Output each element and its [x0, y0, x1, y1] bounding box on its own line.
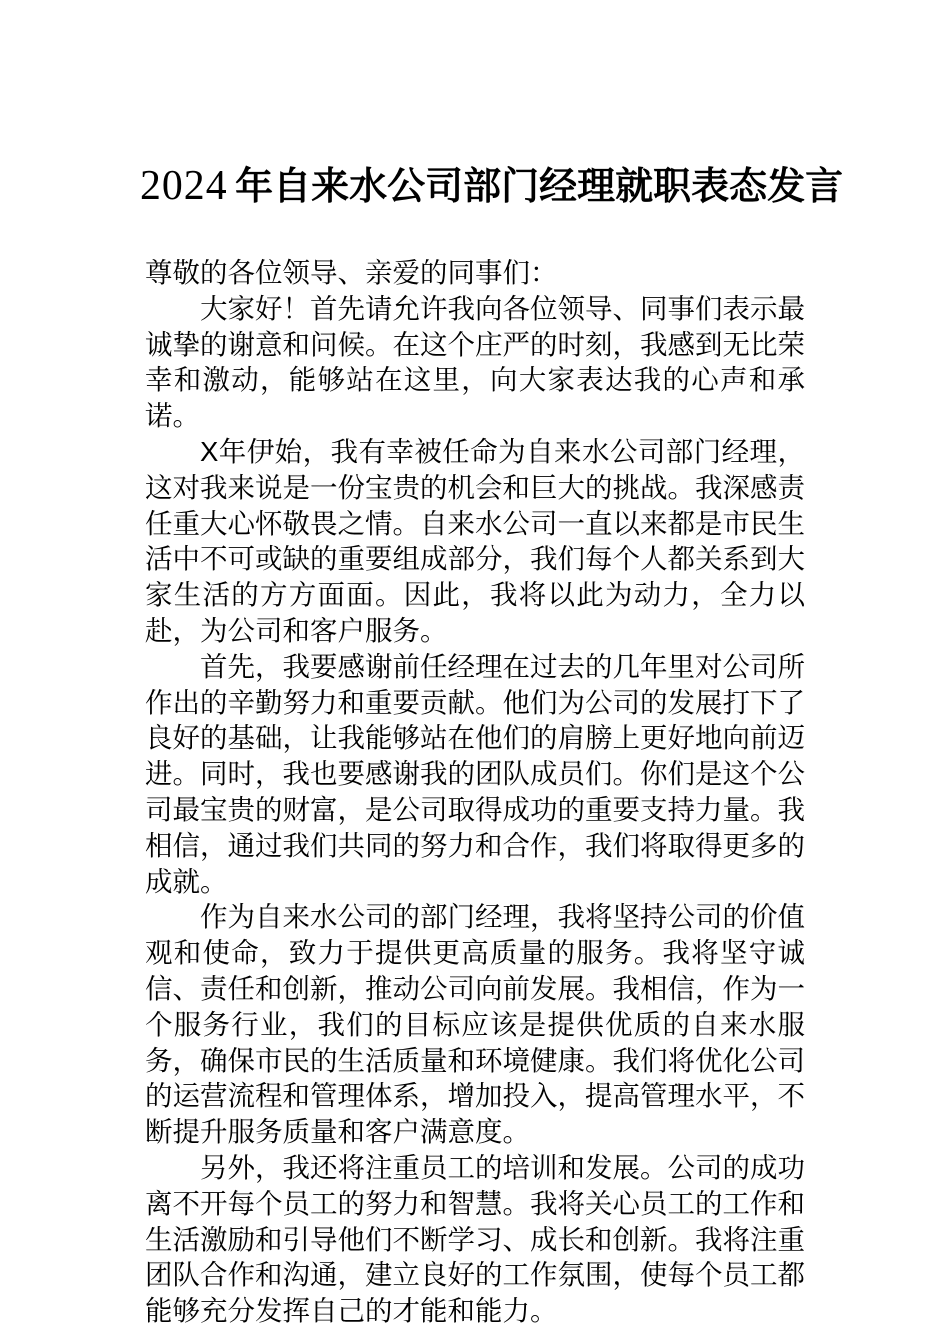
paragraph: X年伊始，我有幸被任命为自来水公司部门经理，这对我来说是一份宝贵的机会和巨大的挑战。我深感责任重大心怀敬畏之情。自来水公司一直以来都是市民生活中不可或缺的重要组成部分，我们每个人都关系到大家生活的方方面面。因此，我将以此为动力，全力以赴，为公司和客户服务。: [145, 435, 805, 646]
document-body: [145, 255, 805, 1329]
paragraph: 作为自来水公司的部门经理，我将坚持公司的价值观和使命，致力于提供更高质量的服务。我将坚守诚信、责任和创新，推动公司向前发展。我相信，作为一个服务行业，我们的目标应该是提供优质的自来水服务，确保市民的生活质量和环境健康。我们将优化公司的运营流程和管理体系，增加投入，提高管理水平，不断提升服务质量和客户满意度。: [145, 901, 805, 1148]
title-text: 年自来水公司部门经理就职表态发言: [235, 166, 844, 208]
paragraph: 大家好！首先请允许我向各位领导、同事们表示最诚挚的谢意和问候。在这个庄严的时刻，我感到无比荣幸和激动，能够站在这里，向大家表达我的心声和承诺。: [145, 292, 805, 432]
paragraph: 另外，我还将注重员工的培训和发展。公司的成功离不开每个员工的努力和智慧。我将关心员工的工作和生活激励和引导他们不断学习、成长和创新。我将注重团队合作和沟通，建立良好的工作氛围，使每个员工都能够充分发挥自己的才能和能力。: [145, 1151, 805, 1327]
salutation: 尊敬的各位领导、亲爱的同事们：: [145, 257, 558, 288]
paragraph: 首先，我要感谢前任经理在过去的几年里对公司所作出的辛勤努力和重要贡献。他们为公司的发展打下了良好的基础，让我能够站在他们的肩膀上更好地向前迈进。同时，我也要感谢我的团队成员们。你们是这个公司最宝贵的财富，是公司取得成功的重要支持力量。我相信，通过我们共同的努力和合作，我们将取得更多的成就。: [145, 650, 805, 897]
document-title: [140, 163, 844, 211]
title-year: 2024: [140, 163, 228, 209]
